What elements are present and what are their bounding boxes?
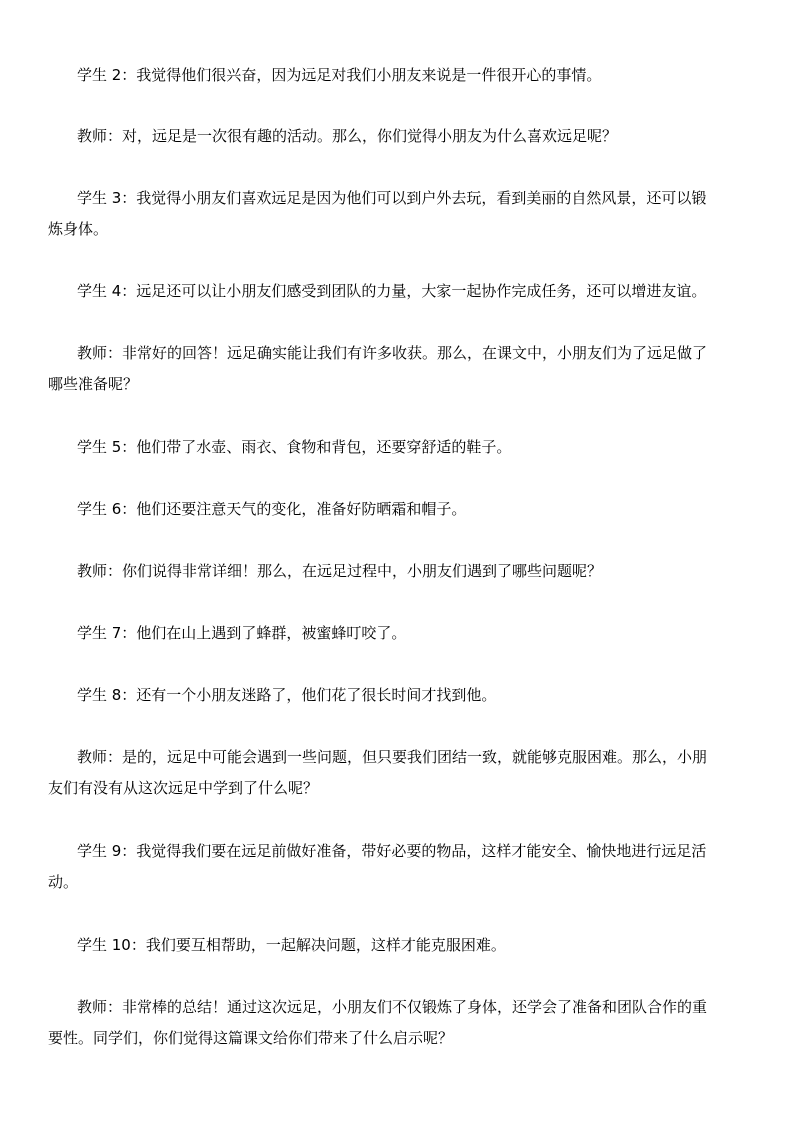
paragraph-line: 教师：你们说得非常详细！那么，在远足过程中，小朋友们遇到了哪些问题呢？ [77, 562, 603, 580]
paragraph-line: 教师：非常棒的总结！通过这次远足，小朋友们不仅锻炼了身体，还学会了准备和团队合作的重 [77, 998, 708, 1016]
paragraph-line: 要性。同学们，你们觉得这篇课文给你们带来了什么启示呢？ [48, 1029, 454, 1047]
paragraph-line: 哪些准备呢？ [48, 375, 139, 393]
paragraph-teacher-5 [48, 992, 782, 1054]
paragraph-line: 学生 9：我觉得我们要在远足前做好准备，带好必要的物品，这样才能安全、愉快地进行远足活 [77, 842, 707, 860]
paragraph-line: 友们有没有从这次远足中学到了什么呢？ [48, 779, 319, 797]
paragraph-line: 教师：是的，远足中可能会遇到一些问题，但只要我们团结一致，就能够克服困难。那么，小朋 [77, 748, 708, 766]
paragraph-line: 炼身体。 [48, 220, 109, 238]
paragraph-teacher-2 [48, 338, 782, 400]
paragraph-student-9 [48, 836, 782, 898]
paragraph-student-4 [77, 276, 782, 307]
paragraph-line: 学生 2：我觉得他们很兴奋，因为远足对我们小朋友来说是一件很开心的事情。 [77, 66, 602, 84]
paragraph-student-3 [48, 183, 782, 245]
paragraph-student-2 [77, 60, 782, 91]
paragraph-teacher-4 [48, 742, 782, 804]
paragraph-line: 学生 6：他们还要注意天气的变化，准备好防晒霜和帽子。 [77, 500, 467, 518]
paragraph-student-7 [77, 618, 782, 649]
paragraph-student-10 [77, 930, 782, 961]
paragraph-student-8 [77, 680, 782, 711]
paragraph-student-5 [77, 432, 782, 463]
paragraph-line: 学生 8：还有一个小朋友迷路了，他们花了很长时间才找到他。 [77, 686, 497, 704]
paragraph-line: 教师：非常好的回答！远足确实能让我们有许多收获。那么，在课文中，小朋友们为了远足做了 [77, 344, 708, 362]
paragraph-line: 学生 7：他们在山上遇到了蜂群，被蜜蜂叮咬了。 [77, 624, 407, 642]
paragraph-line: 学生 5：他们带了水壶、雨衣、食物和背包，还要穿舒适的鞋子。 [77, 438, 512, 456]
paragraph-line: 教师：对，远足是一次很有趣的活动。那么，你们觉得小朋友为什么喜欢远足呢？ [77, 127, 618, 145]
paragraph-line: 动。 [48, 873, 79, 891]
paragraph-teacher-3 [77, 556, 782, 587]
paragraph-line: 学生 10：我们要互相帮助，一起解决问题，这样才能克服困难。 [77, 936, 506, 954]
paragraph-line: 学生 4：远足还可以让小朋友们感受到团队的力量，大家一起协作完成任务，还可以增进友谊。 [77, 282, 707, 300]
paragraph-student-6 [77, 494, 782, 525]
paragraph-teacher-1 [77, 121, 782, 152]
paragraph-line: 学生 3：我觉得小朋友们喜欢远足是因为他们可以到户外去玩，看到美丽的自然风景，还可以锻 [77, 189, 707, 207]
